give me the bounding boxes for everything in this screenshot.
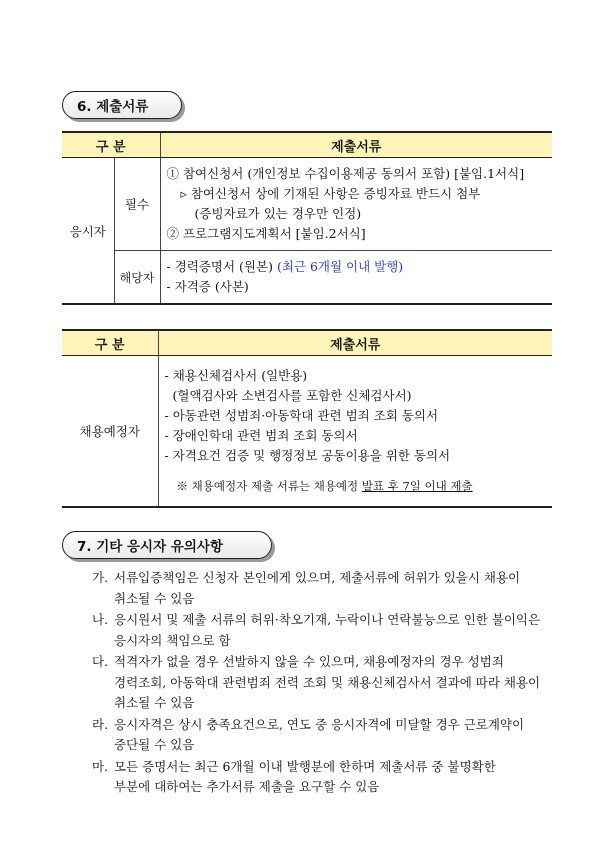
document-line xyxy=(167,257,553,277)
note-line: 서류입증책임은 신청자 본인에게 있으며, 제출서류에 허위가 있을시 채용이 xyxy=(114,570,521,585)
table-header-row xyxy=(62,132,552,158)
document-text: - 경력증명서 (원본) xyxy=(166,259,277,274)
document-line: - 자격요건 검증 및 행정정보 공동이용을 위한 동의서 xyxy=(164,448,451,463)
note-line: 경력조회, 아동학대 관련범죄 전력 조회 및 채용신체검사서 결과에 따라 채용이 xyxy=(114,674,541,690)
list-marker: 나. xyxy=(92,612,109,627)
table-header-row xyxy=(62,330,552,356)
list-marker: 다. xyxy=(92,654,109,669)
note-line: 취소될 수 있음 xyxy=(114,695,195,710)
header-category: 구 분 xyxy=(62,330,158,356)
note-line: 취소될 수 있음 xyxy=(114,590,195,606)
document-line: ② 프로그램지도계획서 [붙임.2서식] xyxy=(166,226,366,241)
applicant-label: 응시자 xyxy=(62,158,114,305)
prospective-hire-label: 채용예정자 xyxy=(62,356,158,508)
note-line: 부분에 대하여는 추가서류 제출을 요구할 수 있음 xyxy=(114,779,380,794)
document-subnote: ▹ 참여신청서 상에 기재된 사항은 증빙자료 반드시 첨부 xyxy=(180,186,481,201)
note-text: ※ 채용예정자 제출 서류는 채용예정 xyxy=(176,479,362,493)
document-line: - 아동관련 성범죄·아동학대 관련 범죄 조회 동의서 xyxy=(164,408,439,423)
table-row xyxy=(62,251,552,305)
applicable-label: 해당자 xyxy=(114,251,160,305)
note-line: 응시원서 및 제출 서류의 허위·착오기재, 누락이나 연락불능으로 인한 불이익은 xyxy=(114,612,541,627)
header-documents: 제출서류 xyxy=(160,132,552,158)
submission-deadline-note xyxy=(165,476,553,496)
header-category: 구 분 xyxy=(62,132,160,158)
list-marker: 라. xyxy=(92,716,109,732)
list-item xyxy=(92,610,572,651)
document-subnote: (증빙자료가 있는 경우만 인정) xyxy=(194,206,362,221)
table-row xyxy=(62,356,552,508)
document-subnote: (혈액검사와 소변검사를 포함한 신체검사서) xyxy=(172,388,412,403)
applicant-notes-list xyxy=(92,568,572,799)
header-documents: 제출서류 xyxy=(158,330,552,356)
note-line: 모든 증명서는 최근 6개월 이내 발행분에 한하며 제출서류 중 불명확한 xyxy=(114,758,496,774)
prospective-hire-documents-cell xyxy=(158,356,552,508)
required-documents-cell xyxy=(160,158,552,251)
document-line: - 채용신체검사서 (일반용) xyxy=(164,368,308,383)
section-7-title: 7. 기타 응시자 유의사항 xyxy=(62,531,272,559)
document-line: - 장애인학대 관련 범죄 조회 동의서 xyxy=(164,428,358,443)
list-item xyxy=(92,757,572,798)
required-label: 필수 xyxy=(114,158,160,251)
list-marker: 가. xyxy=(92,570,109,585)
list-item xyxy=(92,568,572,609)
list-marker: 마. xyxy=(92,758,109,774)
applicable-documents-cell xyxy=(160,251,552,305)
document-line: ① 참여신청서 (개인정보 수집이용제공 동의서 포함) [붙임.1서식] xyxy=(166,166,525,181)
section-6-title: 6. 제출서류 xyxy=(62,91,182,119)
note-underlined: 발표 후 7일 이내 제출 xyxy=(361,479,473,493)
list-item xyxy=(92,652,572,714)
note-line: 적격자가 없을 경우 선발하지 않을 수 있으며, 채용예정자의 경우 성범죄 xyxy=(114,654,504,669)
note-line: 응시자의 책임으로 함 xyxy=(114,632,231,648)
document-line: - 자격증 (사본) xyxy=(166,279,249,294)
note-line: 중단될 수 있음 xyxy=(114,737,195,752)
recent-issue-highlight: (최근 6개월 이내 발행) xyxy=(276,259,404,274)
prospective-hire-documents-table xyxy=(62,329,552,508)
required-documents-table xyxy=(62,131,552,305)
list-item xyxy=(92,715,572,756)
table-row xyxy=(62,158,552,251)
note-line: 응시자격은 상시 충족요건으로, 연도 중 응시자격에 미달할 경우 근로계약이 xyxy=(114,716,525,732)
